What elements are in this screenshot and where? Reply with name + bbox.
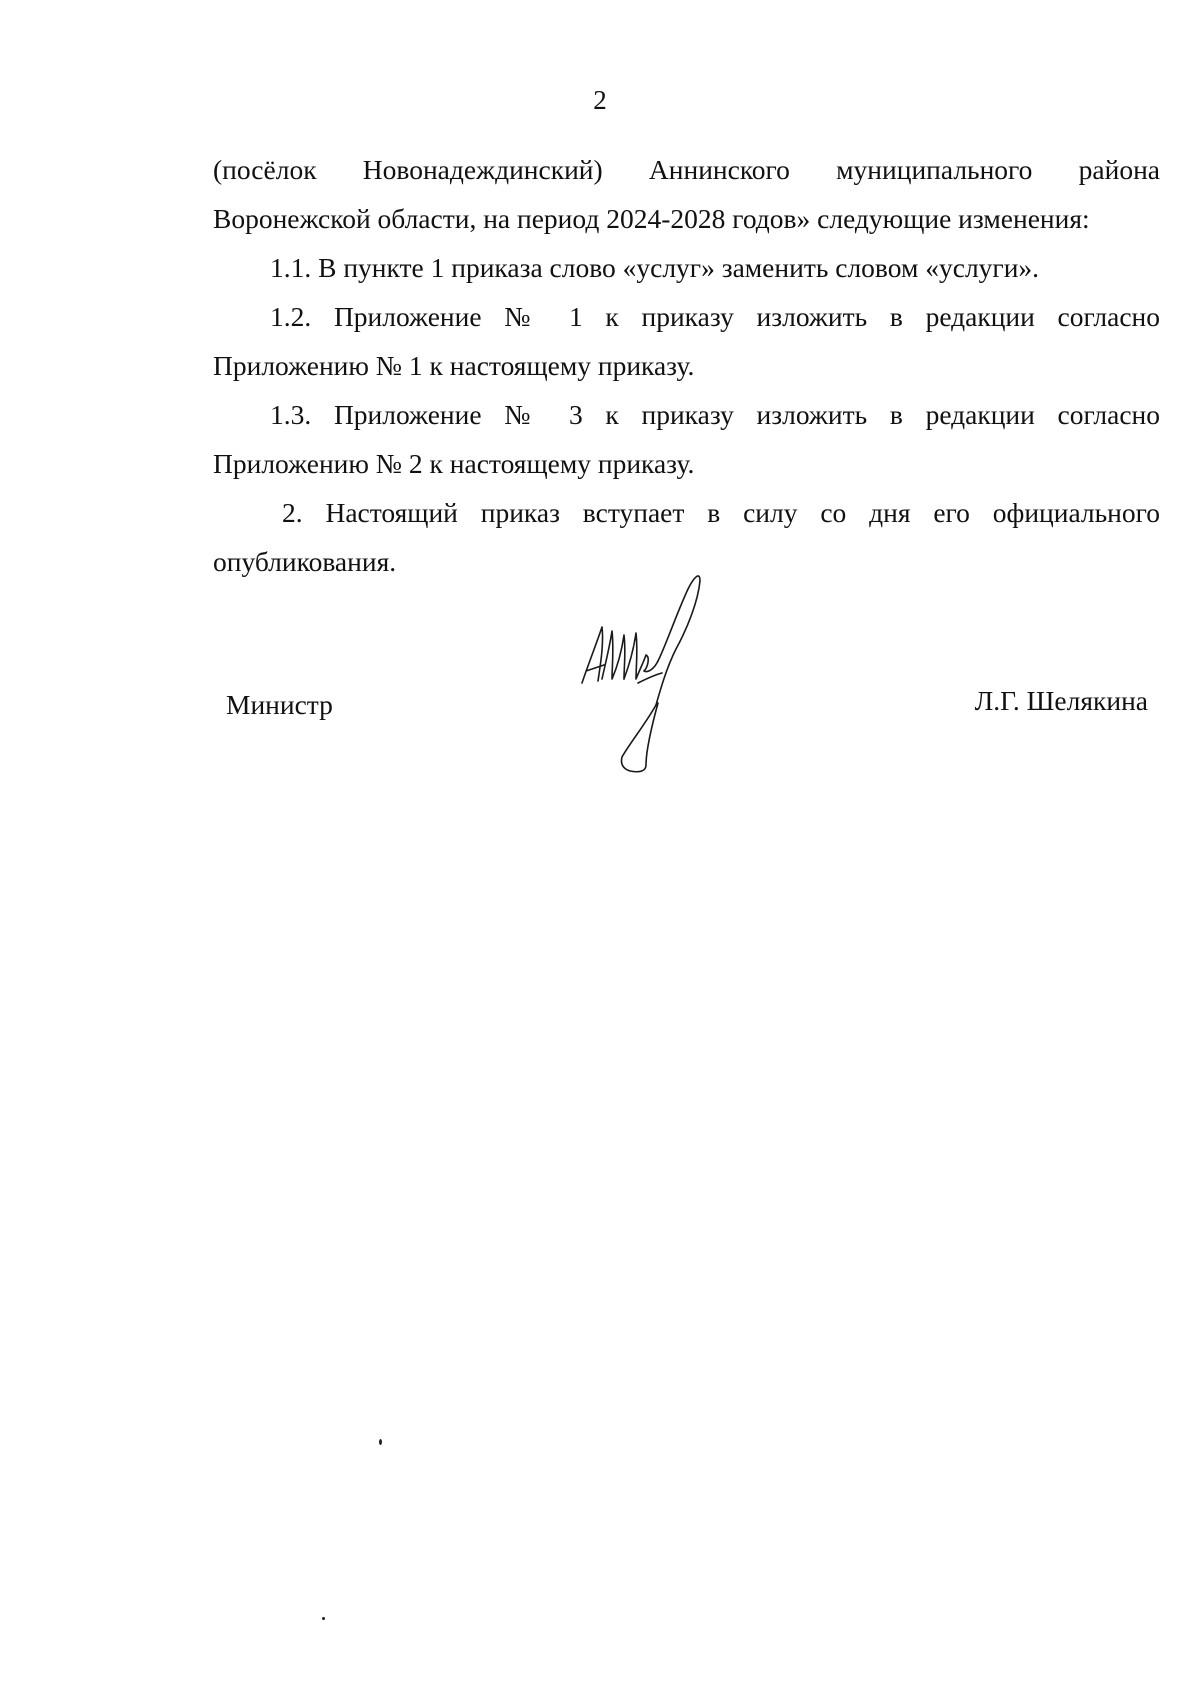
handwritten-signature: [580, 575, 730, 775]
paragraph-item-1-3: 1.3. Приложение № 3 к приказу изложить в редакции согласно Приложению № 2 к настоящему приказу.: [213, 399, 1160, 479]
signer-position: Министр: [226, 689, 333, 720]
signer-name: Л.Г. Шелякина: [974, 685, 1148, 716]
document-body: [213, 145, 1160, 586]
page-number: 2: [593, 85, 607, 115]
paragraph-item-1-1: 1.1. В пункте 1 приказа слово «услуг» заменить словом «услуги».: [270, 252, 1040, 283]
scan-speck: [379, 1439, 382, 1445]
paragraph-item-1-2: 1.2. Приложение № 1 к приказу изложить в редакции согласно Приложению № 1 к настоящему приказу.: [213, 301, 1160, 381]
paragraph-item-2: 2. Настоящий приказ вступает в силу со дня его официального опубликования.: [213, 497, 1160, 577]
scan-speck: [322, 1617, 325, 1620]
paragraph-continuation: (посёлок Новонадеждинский) Аннинского муниципального района Воронежской области, на период 2024-2028 годов» следующие изменения:: [213, 154, 1160, 234]
